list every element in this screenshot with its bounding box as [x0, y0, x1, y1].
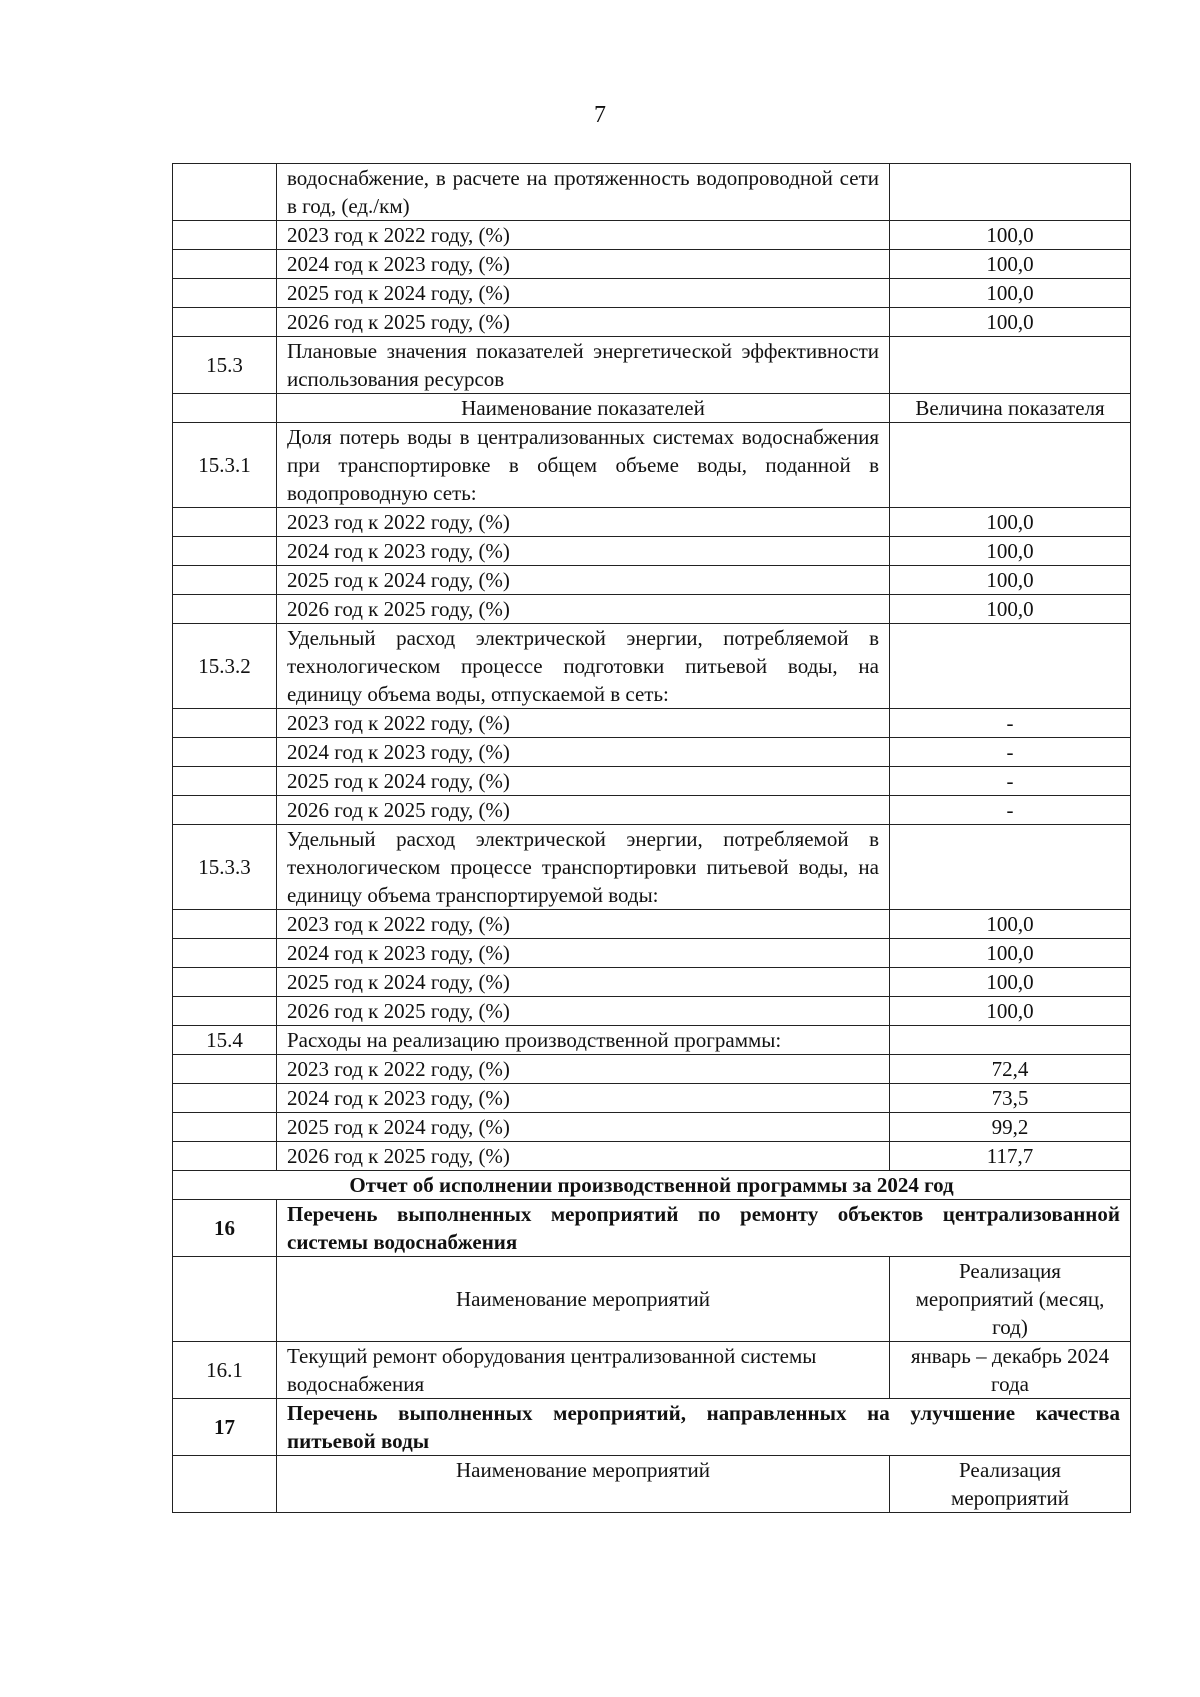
row-number	[173, 1257, 277, 1342]
table-row	[173, 1342, 1131, 1399]
indicator-value: 99,2	[890, 1113, 1131, 1142]
indicator-name: Доля потерь воды в централизованных системах водоснабжения при транспортировке в общем объеме воды, поданной в водопроводную сеть:	[277, 423, 890, 508]
table-row	[173, 308, 1131, 337]
indicator-value: 100,0	[890, 279, 1131, 308]
row-number: 15.4	[173, 1026, 277, 1055]
indicator-name: 2024 год к 2023 году, (%)	[277, 1084, 890, 1113]
table-row	[173, 1084, 1131, 1113]
table-row	[173, 537, 1131, 566]
indicator-value: 100,0	[890, 997, 1131, 1026]
indicator-name: Плановые значения показателей энергетической эффективности использования ресурсов	[277, 337, 890, 394]
table-row	[173, 624, 1131, 709]
table-row	[173, 595, 1131, 624]
indicator-value: -	[890, 738, 1131, 767]
indicator-name: 2023 год к 2022 году, (%)	[277, 910, 890, 939]
table-row	[173, 997, 1131, 1026]
row-number: 15.3.1	[173, 423, 277, 508]
row-number	[173, 279, 277, 308]
indicators-table	[172, 163, 1131, 1513]
table-row	[173, 1399, 1131, 1456]
indicator-value: 73,5	[890, 1084, 1131, 1113]
row-number	[173, 221, 277, 250]
indicator-name: Расходы на реализацию производственной программы:	[277, 1026, 890, 1055]
row-number: 16	[173, 1200, 277, 1257]
table-row	[173, 423, 1131, 508]
table-row	[173, 825, 1131, 910]
table-row	[173, 1113, 1131, 1142]
indicator-value: 117,7	[890, 1142, 1131, 1171]
table-row	[173, 279, 1131, 308]
indicator-name: 2025 год к 2024 году, (%)	[277, 566, 890, 595]
table-row	[173, 796, 1131, 825]
row-number	[173, 767, 277, 796]
indicator-name: 2026 год к 2025 году, (%)	[277, 796, 890, 825]
row-number: 15.3.3	[173, 825, 277, 910]
column-header-value: Величина показателя	[890, 394, 1131, 423]
indicator-value: 100,0	[890, 508, 1131, 537]
row-number	[173, 968, 277, 997]
indicator-name: 2025 год к 2024 году, (%)	[277, 279, 890, 308]
table-row	[173, 566, 1131, 595]
row-number	[173, 595, 277, 624]
indicator-value: 72,4	[890, 1055, 1131, 1084]
indicator-name: Удельный расход электрической энергии, потребляемой в технологическом процессе подготовки питьевой воды, на единицу объема воды, отпускаемой в сеть:	[277, 624, 890, 709]
section-heading: Перечень выполненных мероприятий по ремонту объектов централизованной системы водоснабжения	[277, 1200, 1131, 1257]
table-row	[173, 939, 1131, 968]
row-number: 15.3	[173, 337, 277, 394]
table-row	[173, 250, 1131, 279]
column-header-value: Реализация мероприятий	[890, 1456, 1131, 1513]
indicator-name: 2025 год к 2024 году, (%)	[277, 767, 890, 796]
indicator-value: -	[890, 796, 1131, 825]
table-row	[173, 1456, 1131, 1513]
indicator-value: -	[890, 767, 1131, 796]
indicator-value: 100,0	[890, 308, 1131, 337]
row-number: 17	[173, 1399, 277, 1456]
row-number	[173, 508, 277, 537]
row-number: 16.1	[173, 1342, 277, 1399]
table-row	[173, 1200, 1131, 1257]
indicator-name: Текущий ремонт оборудования централизованной системы водоснабжения	[277, 1342, 890, 1399]
row-number	[173, 709, 277, 738]
row-number	[173, 939, 277, 968]
indicator-value: 100,0	[890, 939, 1131, 968]
section-heading: Перечень выполненных мероприятий, направленных на улучшение качества питьевой воды	[277, 1399, 1131, 1456]
row-number	[173, 1055, 277, 1084]
row-number	[173, 910, 277, 939]
table-row	[173, 221, 1131, 250]
table-row	[173, 508, 1131, 537]
table-row	[173, 1142, 1131, 1171]
indicator-name: водоснабжение, в расчете на протяженность водопроводной сети в год, (ед./км)	[277, 164, 890, 221]
column-header-name: Наименование показателей	[277, 394, 890, 423]
indicator-name: 2026 год к 2025 году, (%)	[277, 997, 890, 1026]
indicator-value: 100,0	[890, 968, 1131, 997]
table-row	[173, 1026, 1131, 1055]
indicator-name: 2024 год к 2023 году, (%)	[277, 250, 890, 279]
indicator-value: 100,0	[890, 595, 1131, 624]
row-number	[173, 738, 277, 767]
table-row	[173, 337, 1131, 394]
row-number	[173, 796, 277, 825]
indicator-name: 2026 год к 2025 году, (%)	[277, 308, 890, 337]
indicator-value: 100,0	[890, 910, 1131, 939]
indicator-name: 2024 год к 2023 году, (%)	[277, 939, 890, 968]
row-number	[173, 308, 277, 337]
section-title: Отчет об исполнении производственной программы за 2024 год	[173, 1171, 1131, 1200]
row-number	[173, 1084, 277, 1113]
indicator-name: 2025 год к 2024 году, (%)	[277, 968, 890, 997]
indicator-value: январь – декабрь 2024 года	[890, 1342, 1131, 1399]
indicator-name: 2026 год к 2025 году, (%)	[277, 595, 890, 624]
indicator-value	[890, 825, 1131, 910]
row-number	[173, 164, 277, 221]
indicator-value: 100,0	[890, 221, 1131, 250]
column-header-value: Реализация мероприятий (месяц, год)	[890, 1257, 1131, 1342]
table-row	[173, 709, 1131, 738]
indicator-value	[890, 337, 1131, 394]
table-row	[173, 738, 1131, 767]
indicator-value	[890, 164, 1131, 221]
indicator-value: 100,0	[890, 537, 1131, 566]
indicator-value	[890, 423, 1131, 508]
table-row	[173, 1171, 1131, 1200]
table-row	[173, 394, 1131, 423]
indicator-name: 2023 год к 2022 году, (%)	[277, 221, 890, 250]
row-number	[173, 997, 277, 1026]
column-header-name: Наименование мероприятий	[277, 1456, 890, 1513]
row-number	[173, 537, 277, 566]
indicator-name: 2023 год к 2022 году, (%)	[277, 709, 890, 738]
row-number: 15.3.2	[173, 624, 277, 709]
indicator-value: 100,0	[890, 566, 1131, 595]
table-row	[173, 910, 1131, 939]
table-row	[173, 1055, 1131, 1084]
table-row	[173, 1257, 1131, 1342]
row-number	[173, 566, 277, 595]
indicator-name: 2023 год к 2022 году, (%)	[277, 1055, 890, 1084]
indicator-name: 2025 год к 2024 году, (%)	[277, 1113, 890, 1142]
table-row	[173, 164, 1131, 221]
indicator-name: 2026 год к 2025 году, (%)	[277, 1142, 890, 1171]
row-number	[173, 1142, 277, 1171]
indicator-value	[890, 624, 1131, 709]
column-header-name: Наименование мероприятий	[277, 1257, 890, 1342]
indicator-value: -	[890, 709, 1131, 738]
indicator-name: 2024 год к 2023 году, (%)	[277, 537, 890, 566]
row-number	[173, 1456, 277, 1513]
row-number	[173, 1113, 277, 1142]
page-number: 7	[594, 102, 606, 128]
row-number	[173, 250, 277, 279]
indicator-name: Удельный расход электрической энергии, потребляемой в технологическом процессе транспортировки питьевой воды, на единицу объема транспортируемой воды:	[277, 825, 890, 910]
indicator-name: 2023 год к 2022 году, (%)	[277, 508, 890, 537]
row-number	[173, 394, 277, 423]
indicator-value: 100,0	[890, 250, 1131, 279]
indicator-value	[890, 1026, 1131, 1055]
indicator-name: 2024 год к 2023 году, (%)	[277, 738, 890, 767]
table-row	[173, 767, 1131, 796]
table-row	[173, 968, 1131, 997]
